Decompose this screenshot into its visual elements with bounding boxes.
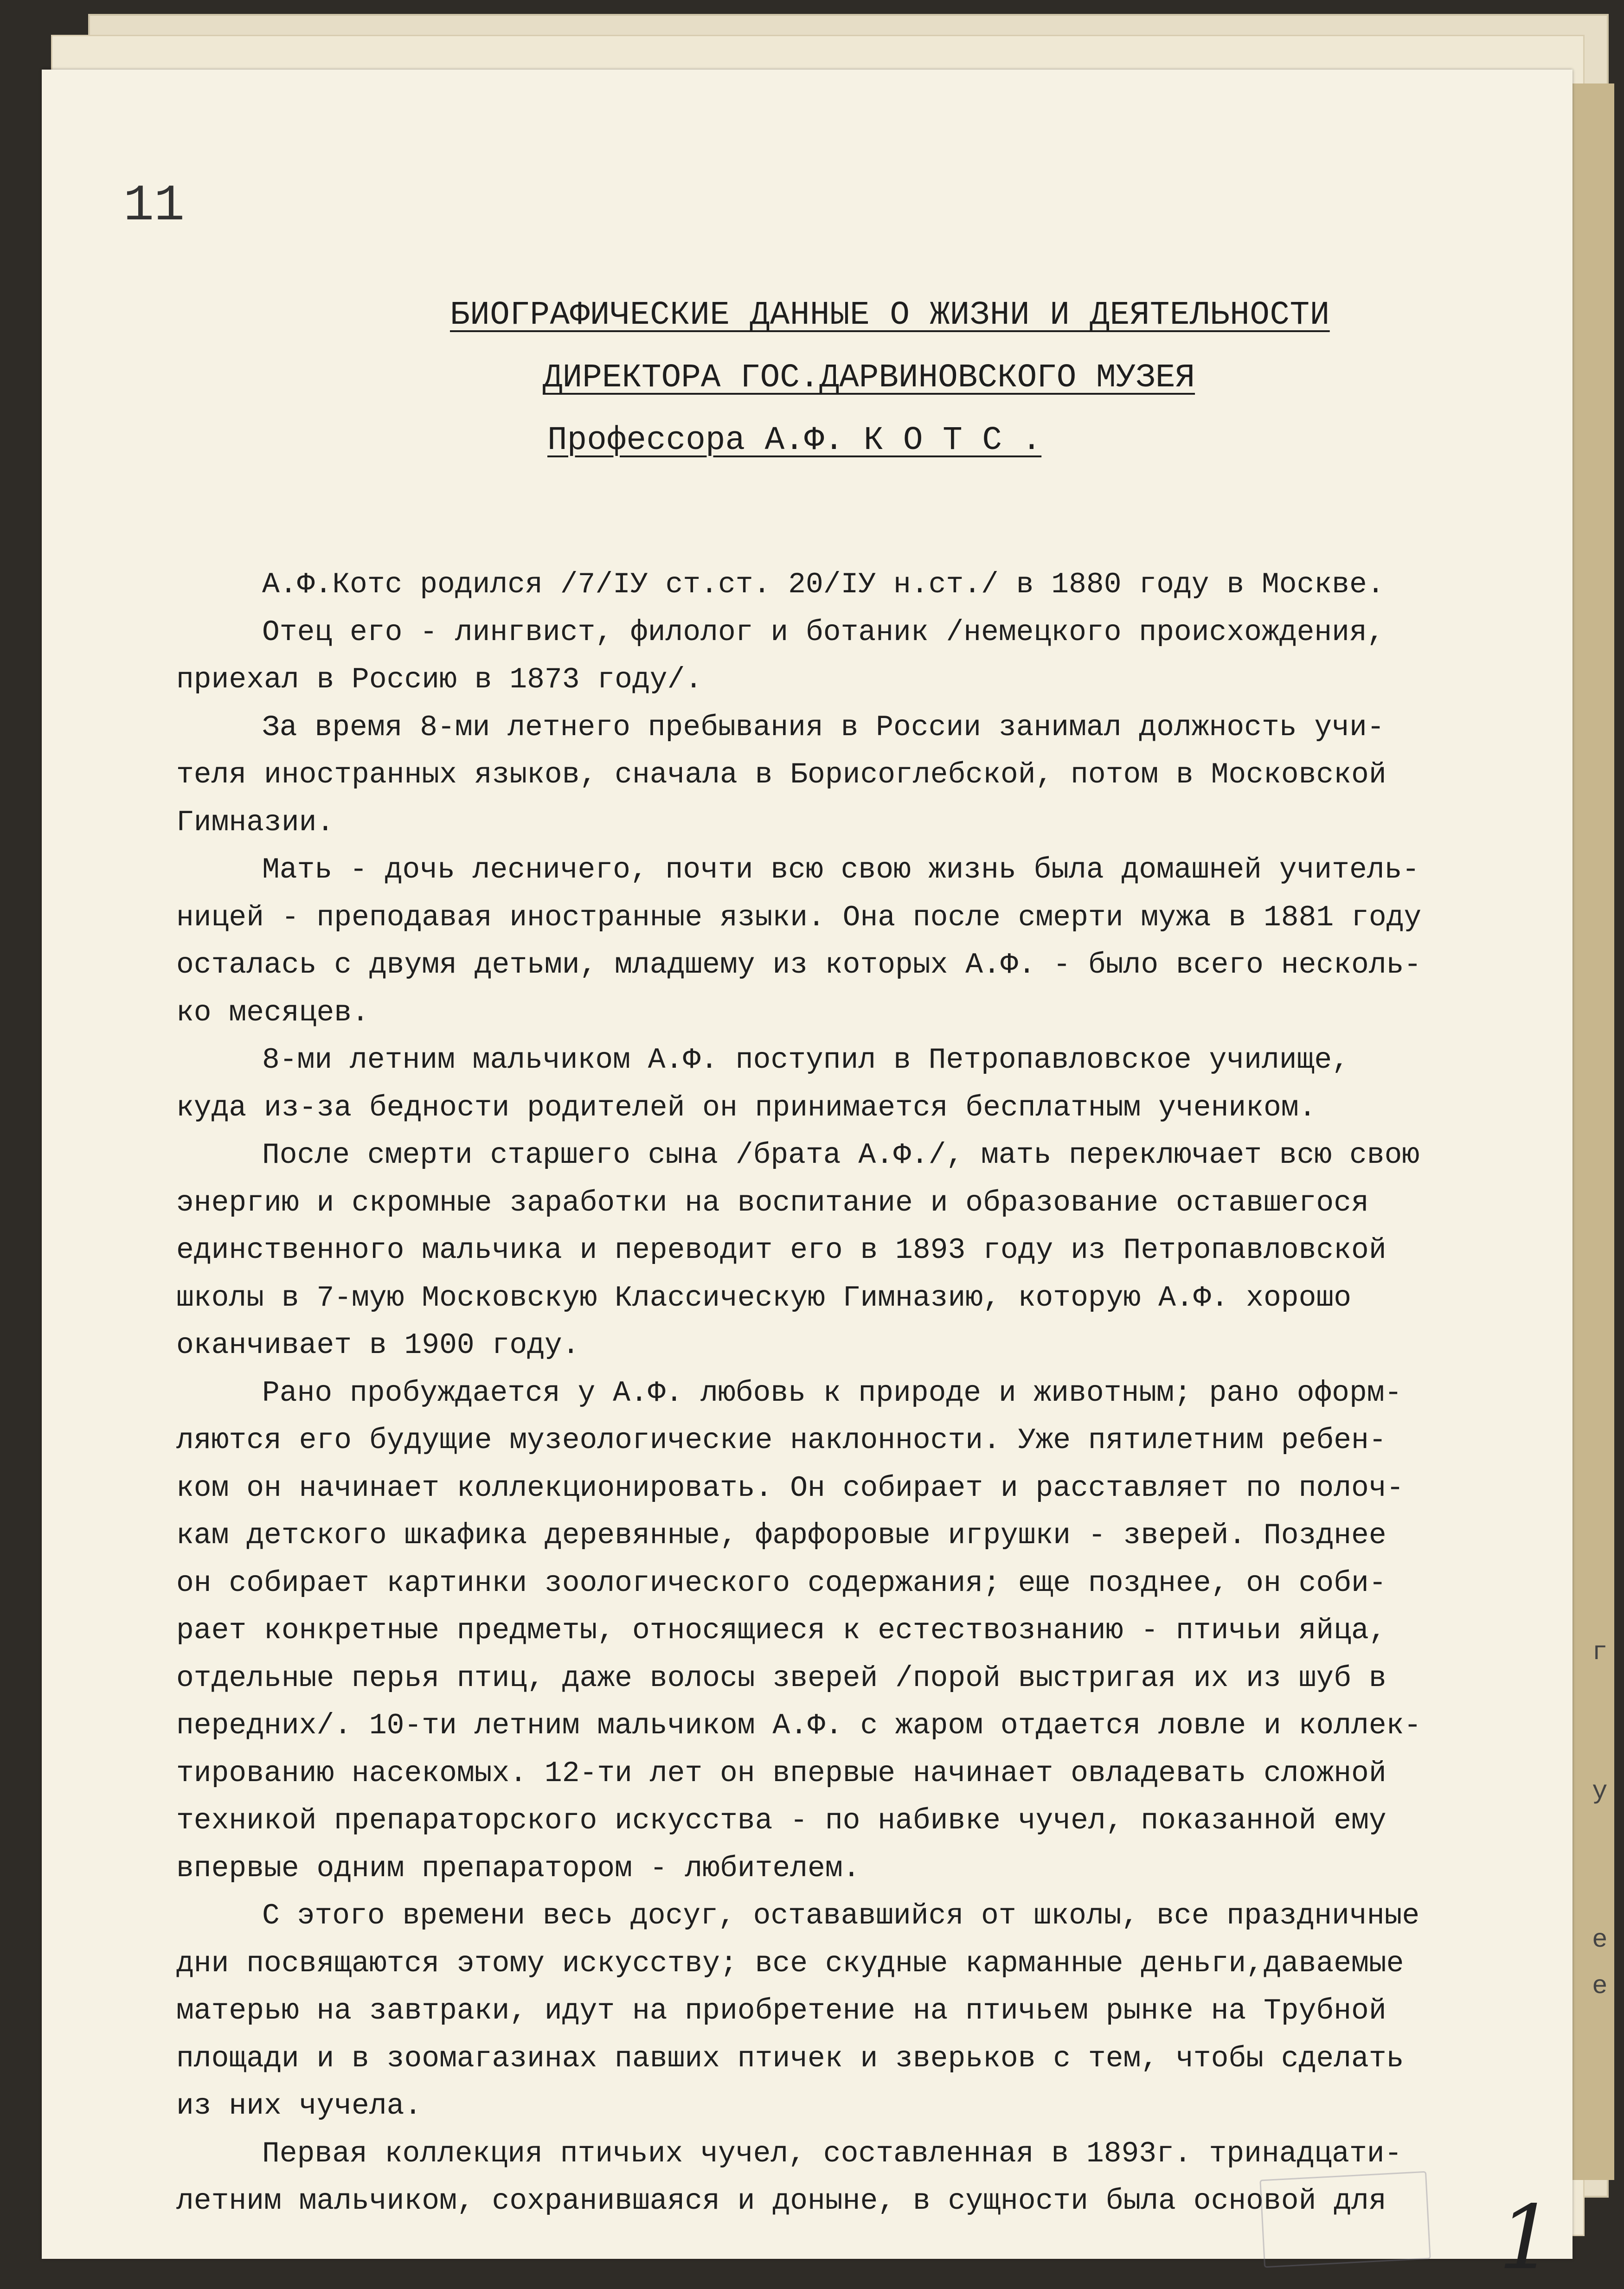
- text-line: Гимназии.: [176, 806, 334, 839]
- text-line: площади и в зоомагазинах павших птичек и зверьков с тем, чтобы сделать: [176, 2042, 1404, 2075]
- text-line: летним мальчиком, сохранившаяся и доныне, в сущности была основой для: [176, 2185, 1386, 2218]
- text-line: ком он начинает коллекционировать. Он собирает и расставляет по полоч-: [176, 1471, 1404, 1505]
- text-line: Мать - дочь лесничего, почти всю свою жизнь была домашней учитель-: [262, 853, 1420, 886]
- text-line: теля иностранных языков, сначала в Борисоглебской, потом в Московской: [176, 758, 1386, 791]
- margin-fragment: г: [1592, 1637, 1608, 1667]
- title-line-2: ДИРЕКТОРА ГОС.ДАРВИНОВСКОГО МУЗЕЯ: [543, 359, 1195, 397]
- text-line: ницей - преподавая иностранные языки. Она после смерти мужа в 1881 году: [176, 901, 1422, 934]
- text-line: Первая коллекция птичьих чучел, составленная в 1893г. тринадцати-: [262, 2137, 1402, 2170]
- text-line: Рано пробуждается у А.Ф. любовь к природе и животным; рано оформ-: [262, 1376, 1402, 1410]
- text-line: После смерти старшего сына /брата А.Ф./, мать переключает всю свою: [262, 1139, 1420, 1172]
- text-line: 8-ми летним мальчиком А.Ф. поступил в Петропавловское училище,: [262, 1044, 1349, 1077]
- text-line: А.Ф.Котс родился /7/IУ ст.ст. 20/IУ н.ст./ в 1880 году в Москве.: [262, 568, 1385, 601]
- handwritten-page-number: 1: [1498, 2186, 1554, 2289]
- title-line-1: БИОГРАФИЧЕСКИЕ ДАННЫЕ О ЖИЗНИ И ДЕЯТЕЛЬНОСТИ: [450, 297, 1330, 334]
- text-line: энергию и скромные заработки на воспитание и образование оставшегося: [176, 1186, 1369, 1219]
- archive-stamp: [1259, 2171, 1431, 2268]
- text-line: впервые одним препаратором - любителем.: [176, 1852, 860, 1885]
- text-line: он собирает картинки зоологического содержания; еще позднее, он соби-: [176, 1566, 1386, 1600]
- text-line: тированию насекомых. 12-ти лет он впервые начинает овладевать сложной: [176, 1757, 1386, 1790]
- text-line: техникой препараторского искусства - по набивке чучел, показанной ему: [176, 1804, 1386, 1837]
- text-line: За время 8-ми летнего пребывания в России занимал должность учи-: [262, 711, 1385, 744]
- text-line: Отец его - лингвист, филолог и ботаник /немецкого происхождения,: [262, 616, 1385, 649]
- text-line: куда из-за бедности родителей он принимается бесплатным учеником.: [176, 1091, 1316, 1124]
- text-line: ко месяцев.: [176, 996, 369, 1029]
- text-line: ляются его будущие музеологические наклонности. Уже пятилетним ребен-: [176, 1424, 1386, 1457]
- text-line: дни посвящаются этому искусству; все скудные карманные деньги,даваемые: [176, 1947, 1404, 1980]
- text-line: из них чучела.: [176, 2090, 422, 2122]
- text-line: рает конкретные предметы, относящиеся к естествознанию - птичьи яйца,: [176, 1614, 1386, 1647]
- text-line: оканчивает в 1900 году.: [176, 1329, 580, 1362]
- text-line: С этого времени весь досуг, остававшийся от школы, все праздничные: [262, 1899, 1420, 1932]
- text-line: единственного мальчика и переводит его в 1893 году из Петропавловской: [176, 1234, 1386, 1267]
- margin-fragment: е: [1592, 1925, 1608, 1955]
- title-line-3: Профессора А.Ф. К О Т С .: [547, 422, 1042, 459]
- text-line: матерью на завтраки, идут на приобретение на птичьем рынке на Трубной: [176, 1994, 1386, 2027]
- document-body: [176, 561, 1549, 2225]
- text-line: отдельные перья птиц, даже волосы зверей /порой выстригая их из шуб в: [176, 1661, 1386, 1695]
- text-line: приехал в Россию в 1873 году/.: [176, 663, 703, 696]
- text-line: передних/. 10-ти летним мальчиком А.Ф. с жаром отдается ловле и коллек-: [176, 1709, 1422, 1742]
- margin-fragment: у: [1592, 1776, 1608, 1806]
- text-line: школы в 7-мую Московскую Классическую Гимназию, которую А.Ф. хорошо: [176, 1281, 1352, 1314]
- margin-fragment: е: [1592, 1971, 1608, 2001]
- text-line: кам детского шкафика деревянные, фарфоровые игрушки - зверей. Позднее: [176, 1519, 1386, 1552]
- archive-page-mark: 11: [123, 177, 185, 235]
- document-page: [42, 70, 1608, 2289]
- text-line: осталась с двумя детьми, младшему из которых А.Ф. - было всего несколь-: [176, 949, 1422, 981]
